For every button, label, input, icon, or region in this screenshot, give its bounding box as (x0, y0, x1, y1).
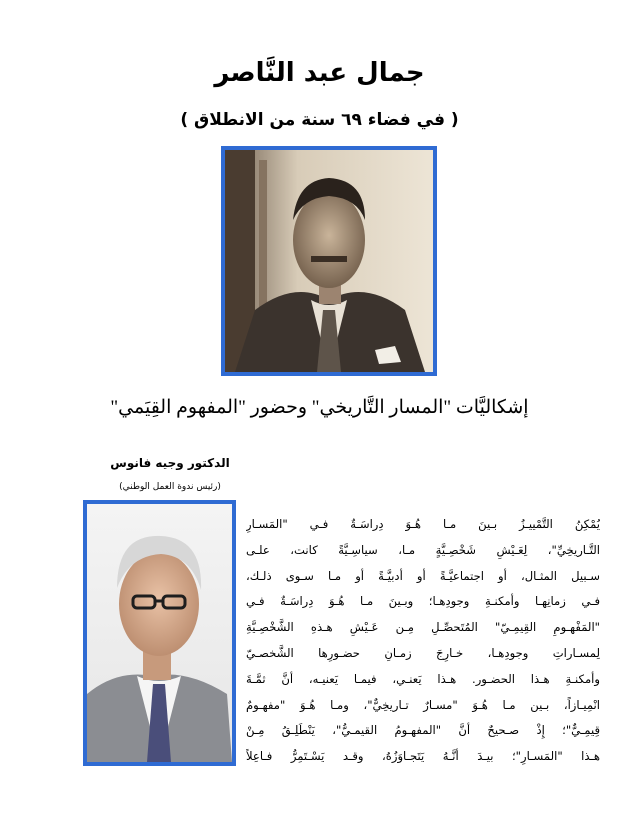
body-line: سـبيل المثـال، أو اجتماعيَّـةً أو أدبيَّـةً أو مـا سـوى ذلـك، (246, 568, 600, 583)
body-line: وأمكنـةِ هـذا الحضـور. هـذا يَعنـي، فيمـا يَعنيـه، أنَّ ثمَّـةَ (246, 671, 600, 686)
body-line: انْمِيـازاً، بـين مـا هُـوَ "مسـارٌ تـاريخِيٌّ"، ومـا هُـوَ "مفهـومٌ (246, 697, 600, 712)
article-heading: إشكاليَّات "المسار التَّاريخي" وحضور "المفهوم القِيَمي" (110, 397, 529, 418)
body-line: قِيمِـيٌّ"؛ إِذْ صـحيحٌ أنَّ "المفهـومُ القيمـيُّ"، يَنْطَلِـقُ مِـنْ (246, 723, 600, 738)
body-line: يُمْكِنُ التَّمْييـزُ بـينَ مـا هُـوَ دِراسَـةٌ فـي "المَسـارِ (246, 517, 600, 531)
article-body (246, 512, 600, 770)
author-portrait-photo (83, 500, 236, 766)
nasser-portrait-photo (221, 146, 437, 376)
author-name: الدكتور وجيه فانوس (110, 456, 230, 470)
body-line: هـذا "المَسـارِ"؛ بيـدَ أنَّـهُ يَتَجـاوَزُهُ، وقـد يَسْـتَمِرُّ فـاعِلاً (246, 749, 600, 764)
body-line: لِمسـاراتِ وجودِهـا، خـارِجَ زمـانِ حضـورِها الشَّخصـيّ (246, 645, 600, 660)
author-role: (رئيس ندوة العمل الوطني) (119, 482, 221, 492)
page-subtitle: ( في فضاء ٦٩ سنة من الانطلاق ) (180, 110, 459, 130)
page-title: جمال عبد النَّاصر (214, 58, 425, 88)
body-line: فـي زمانِهـا وأمكنـةِ وجودِهـا؛ وبـينَ مـا هُـوَ دِراسَـةٌ فـي (246, 594, 600, 609)
body-line: التَّـاريخِيِّ"، لِعَـيْشِ شَخْصِـيَّةٍ مـا، سياسِـيَّةً كانت، علـى (246, 542, 600, 557)
body-line: "المَفْهـومِ القِيمِـيّ" المُتَحصِّـلِ مِـن عَـيْشِ هـذهِ الشَّخْصِـيَّةِ (246, 620, 600, 635)
